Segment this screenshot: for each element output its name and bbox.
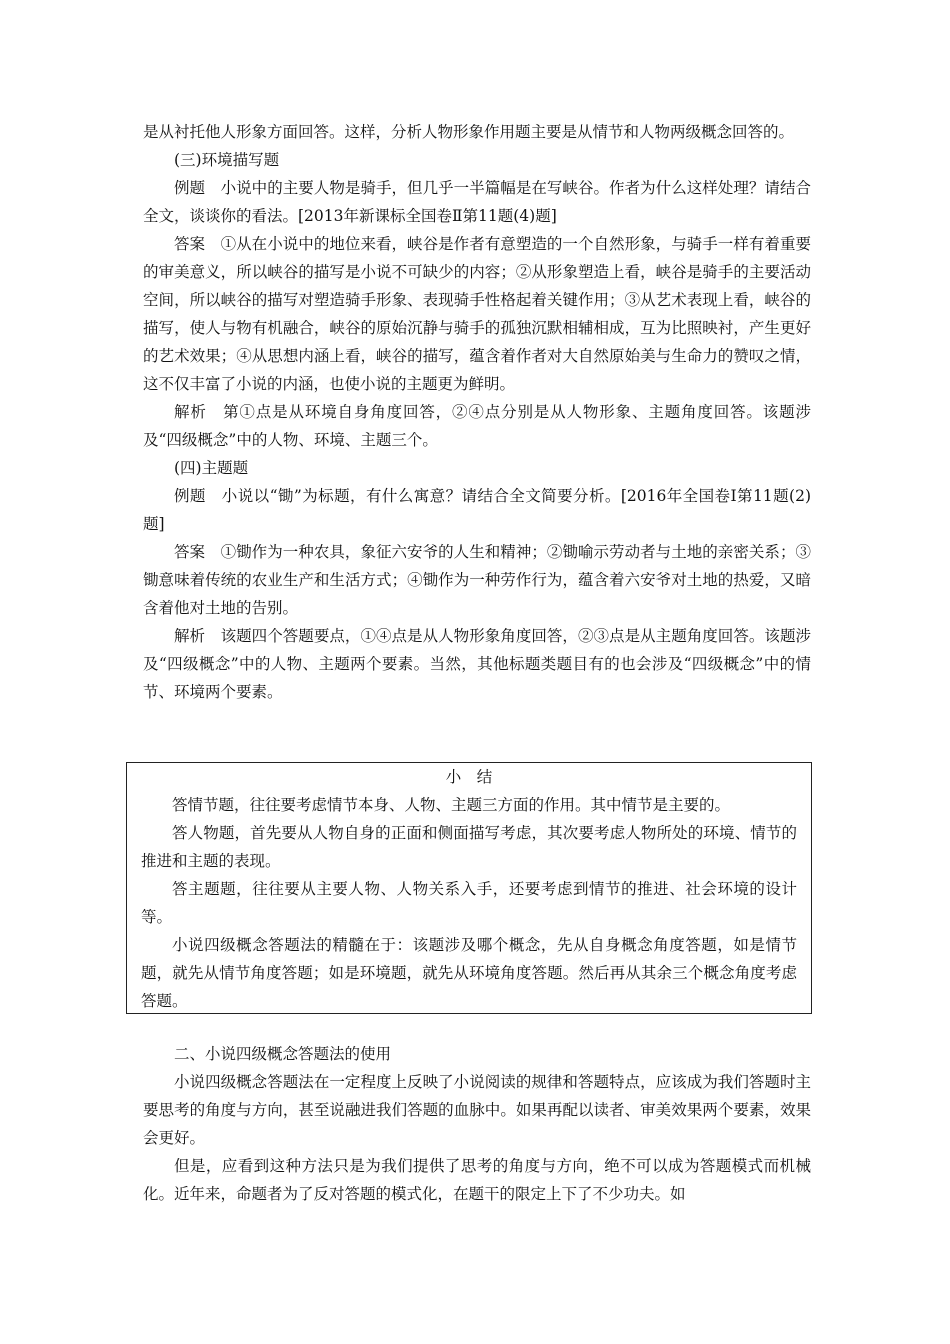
analysis-environment: 解析 第①点是从环境自身角度回答，②④点分别是从人物形象、主题角度回答。该题涉及“四级概念”中的人物、环境、主题三个。 — [143, 403, 811, 449]
paragraph-continuation: 是从衬托他人形象方面回答。这样，分析人物形象作用题主要是从情节和人物两级概念回答的。 — [143, 123, 795, 141]
part2-paragraph: 但是，应看到这种方法只是为我们提供了思考的角度与方向，绝不可以成为答题模式而机械化。近年来，命题者为了反对答题的模式化，在题干的限定上下了不少功夫。如 — [143, 1157, 811, 1203]
summary-item: 答情节题，往往要考虑情节本身、人物、主题三方面的作用。其中情节是主要的。 — [172, 796, 731, 814]
summary-title: 小结 — [445, 768, 508, 786]
section-heading-theme: (四)主题题 — [174, 459, 249, 477]
summary-item: 答人物题，首先要从人物自身的正面和侧面描写考虑，其次要考虑人物所处的环境、情节的推进和主题的表现。 — [141, 824, 797, 870]
example-question-theme: 例题 小说以“锄”为标题，有什么寓意？请结合全文简要分析。[2016年全国卷Ⅰ第11题(2)题] — [143, 487, 811, 533]
summary-item: 答主题题，往往要从主要人物、人物关系入手，还要考虑到情节的推进、社会环境的设计等。 — [141, 880, 797, 926]
summary-item: 小说四级概念答题法的精髓在于：该题涉及哪个概念，先从自身概念角度答题，如是情节题，就先从情节角度答题；如是环境题，就先从环境角度答题。然后再从其余三个概念角度考虑答题。 — [141, 936, 797, 1010]
part2-paragraph: 小说四级概念答题法在一定程度上反映了小说阅读的规律和答题特点，应该成为我们答题时主要思考的角度与方向，甚至说融进我们答题的血脉中。如果再配以读者、审美效果两个要素，效果会更好。 — [143, 1073, 811, 1147]
example-question-environment: 例题 小说中的主要人物是骑手，但几乎一半篇幅是在写峡谷。作者为什么这样处理？请结合全文，谈谈你的看法。[2013年新课标全国卷Ⅱ第11题(4)题] — [143, 179, 811, 225]
summary-box — [126, 762, 812, 1014]
section-heading-environment: (三)环境描写题 — [174, 151, 280, 169]
answer-theme: 答案 ①锄作为一种农具，象征六安爷的人生和精神；②锄喻示劳动者与土地的亲密关系；③锄意味着传统的农业生产和生活方式；④锄作为一种劳作行为，蕴含着六安爷对土地的热爱，又暗含着他对土地的告别。 — [143, 543, 811, 617]
analysis-theme: 解析 该题四个答题要点，①④点是从人物形象角度回答，②③点是从主题角度回答。该题涉及“四级概念”中的人物、主题两个要素。当然，其他标题类题目有的也会涉及“四级概念”中的情节、环境两个要素。 — [143, 627, 811, 701]
part2-heading: 二、小说四级概念答题法的使用 — [174, 1045, 392, 1063]
upper-content — [143, 118, 811, 706]
lower-content — [143, 1040, 811, 1208]
answer-environment: 答案 ①从在小说中的地位来看，峡谷是作者有意塑造的一个自然形象，与骑手一样有着重要的审美意义，所以峡谷的描写是小说不可缺少的内容；②从形象塑造上看，峡谷是骑手的主要活动空间，所以峡谷的描写对塑造骑手形象、表现骑手性格起着关键作用；③从艺术表现上看，峡谷的描写，使人与物有机融合，峡谷的原始沉静与骑手的孤独沉默相辅相成，互为比照映衬，产生更好的艺术效果；④从思想内涵上看，峡谷的描写，蕴含着作者对大自然原始美与生命力的赞叹之情，这不仅丰富了小说的内涵，也使小说的主题更为鲜明。 — [143, 235, 811, 393]
